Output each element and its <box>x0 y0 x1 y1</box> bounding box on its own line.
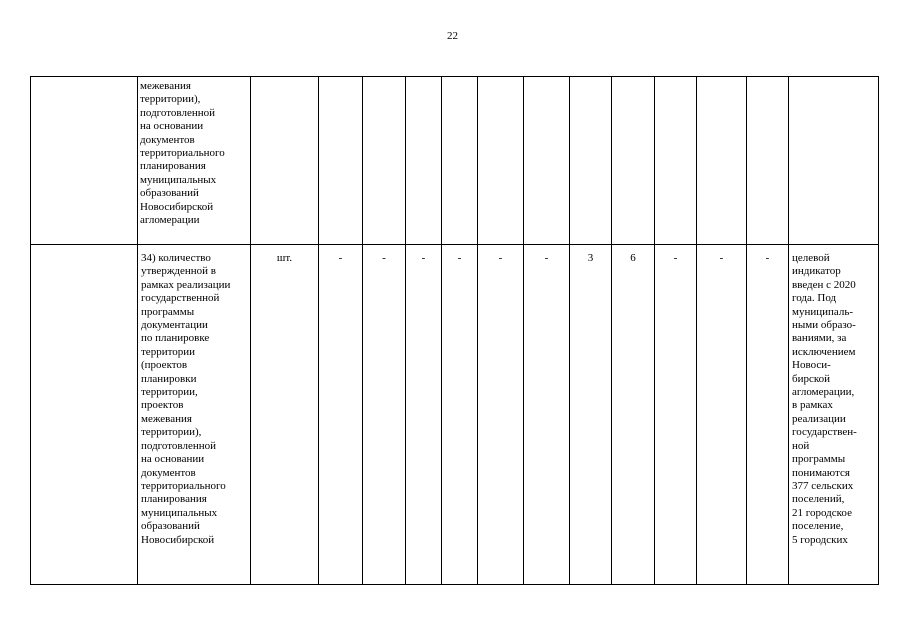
value-text: - <box>544 252 549 264</box>
value-text: - <box>457 252 462 264</box>
indicator-cell <box>138 77 251 245</box>
value-cell <box>747 77 789 245</box>
value-cell <box>363 245 406 585</box>
value-cell <box>442 245 478 585</box>
value-cell <box>570 245 612 585</box>
value-text: - <box>421 252 426 264</box>
page-number: 22 <box>447 30 458 42</box>
value-cell <box>319 245 363 585</box>
blank-cell <box>31 77 138 245</box>
note-cell <box>789 77 879 245</box>
indicator-text: межевания территории), подготовленной на основании документов территориального планирования муниципальных образований Новосибирской агломерации <box>140 80 225 227</box>
value-cell <box>524 245 570 585</box>
value-cell <box>697 245 747 585</box>
value-cell <box>363 77 406 245</box>
value-cell <box>319 77 363 245</box>
unit-cell <box>251 77 319 245</box>
value-cell <box>478 245 524 585</box>
value-cell <box>655 245 697 585</box>
value-cell <box>697 77 747 245</box>
value-cell <box>478 77 524 245</box>
value-text: - <box>338 252 343 264</box>
value-text: - <box>382 252 386 264</box>
value-cell <box>442 77 478 245</box>
value-text: 3 <box>587 252 594 264</box>
value-text: - <box>498 252 503 264</box>
note-cell <box>789 245 879 585</box>
indicator-text: 34) количество утвержденной в рамках реализации государственной программы документации по планировке территории (проектов планировки территории, проектов межевания территории), подготовленной на основании документов территориального планирования муниципальных образований Новосибирской <box>141 252 231 546</box>
value-text: - <box>765 252 770 264</box>
value-cell <box>612 77 655 245</box>
value-cell <box>655 77 697 245</box>
note-text: целевой индикатор введен с 2020 года. Под муниципаль- ными образо- ваниями, за исключением Новоси- бирской агломерации, в рамках реализации государствен- ной программы понимаются 377 сельских поселений, 21 городское поселение, 5 городских <box>792 252 857 546</box>
value-cell <box>406 245 442 585</box>
indicators-table <box>30 76 879 585</box>
value-cell <box>406 77 442 245</box>
indicator-cell <box>138 245 251 585</box>
blank-cell <box>31 245 138 585</box>
table-row <box>31 245 879 585</box>
value-cell <box>570 77 612 245</box>
value-text: - <box>673 252 678 264</box>
unit-text: шт. <box>276 252 293 264</box>
value-text: - <box>719 252 724 264</box>
value-cell <box>524 77 570 245</box>
table-row <box>31 77 879 245</box>
value-cell <box>612 245 655 585</box>
value-text: 6 <box>630 252 636 264</box>
unit-cell <box>251 245 319 585</box>
value-cell <box>747 245 789 585</box>
